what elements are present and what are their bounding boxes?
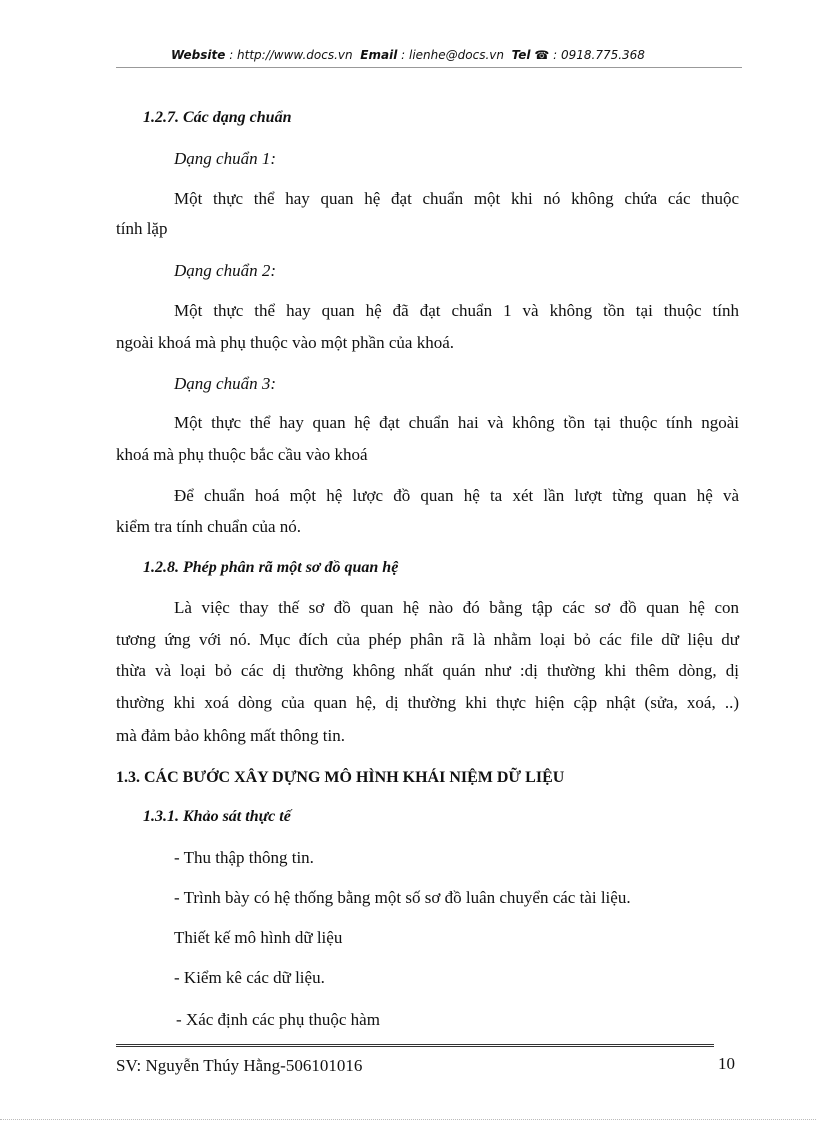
decomposition-line-2: tương ứng với nó. Mục đích của phép phân rã là nhằm loại bỏ các file dữ liệu dư (116, 630, 739, 649)
decomposition-line-5: mà đảm bảo không mất thông tin. (116, 726, 345, 745)
tel-label: Tel (511, 48, 531, 62)
normal-form-3-line-1: Một thực thể hay quan hệ đạt chuẩn hai và không tồn tại thuộc tính ngoài (174, 413, 739, 432)
list-item-functional-dependencies: - Xác định các phụ thuộc hàm (176, 1010, 380, 1029)
header-divider (116, 67, 742, 68)
section-1-3-1-heading: 1.3.1. Khảo sát thực tế (143, 808, 291, 825)
tel-value: ☎ : 0918.775.368 (534, 48, 645, 62)
normal-form-2-line-2: ngoài khoá mà phụ thuộc vào một phần của khoá. (116, 333, 455, 352)
page-number: 10 (718, 1054, 735, 1073)
list-item-present-diagrams: - Trình bày có hệ thống bằng một số sơ đồ luân chuyển các tài liệu. (174, 888, 631, 907)
decomposition-line-3: thừa và loại bỏ các dị thường không nhất quán như :dị thường khi thêm dòng, dị (116, 661, 739, 680)
footer-student: SV: Nguyễn Thúy Hằng-506101016 (116, 1056, 363, 1075)
normal-form-3-label: Dạng chuẩn 3: (174, 374, 276, 393)
normalization-line-2: kiểm tra tính chuẩn của nó. (116, 517, 302, 536)
list-item-inventory-data: - Kiểm kê các dữ liệu. (174, 968, 325, 987)
normal-form-1-line-1: Một thực thể hay quan hệ đạt chuẩn một khi nó không chứa các thuộc (174, 189, 739, 208)
section-1-3-heading: 1.3. CÁC BƯỚC XÂY DỰNG MÔ HÌNH KHÁI NIỆM DỮ LIỆU (116, 769, 565, 786)
email-value: : lienhe@docs.vn (401, 48, 504, 62)
page-header (0, 48, 816, 62)
normalization-line-1: Để chuẩn hoá một hệ lược đồ quan hệ ta xét lần lượt từng quan hệ và (174, 486, 739, 505)
website-label: Website (171, 48, 226, 62)
normal-form-2-label: Dạng chuẩn 2: (174, 261, 276, 280)
list-item-design-model: Thiết kế mô hình dữ liệu (174, 928, 343, 947)
section-1-2-7-heading: 1.2.7. Các dạng chuẩn (143, 109, 292, 126)
decomposition-line-4: thường khi xoá dòng của quan hệ, dị thường khi thực hiện cập nhật (sửa, xoá, ..) (116, 693, 739, 712)
footer-divider (116, 1044, 714, 1049)
email-label: Email (360, 48, 398, 62)
decomposition-line-1: Là việc thay thế sơ đồ quan hệ nào đó bằng tập các sơ đồ quan hệ con (174, 598, 739, 617)
normal-form-3-line-2: khoá mà phụ thuộc bắc cầu vào khoá (116, 445, 368, 464)
normal-form-2-line-1: Một thực thể hay quan hệ đã đạt chuẩn 1 và không tồn tại thuộc tính (174, 301, 739, 320)
page-bottom-border (0, 1119, 816, 1120)
list-item-collect-info: - Thu thập thông tin. (174, 848, 314, 867)
website-value: : http://www.docs.vn (229, 48, 353, 62)
normal-form-1-line-2: tính lặp (116, 219, 168, 238)
section-1-2-8-heading: 1.2.8. Phép phân rã một sơ đồ quan hệ (143, 559, 399, 576)
normal-form-1-label: Dạng chuẩn 1: (174, 149, 276, 168)
